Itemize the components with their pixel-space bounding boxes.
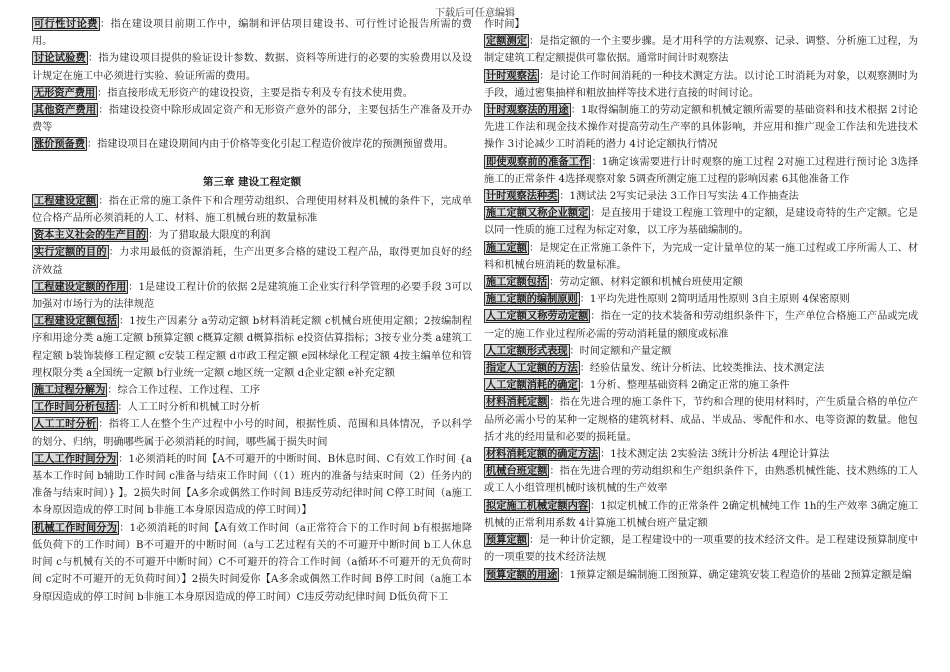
definition-paragraph (484, 68, 918, 102)
left-column (32, 16, 472, 606)
definition-term: 材料消耗定额的确定方法 (486, 448, 599, 461)
definition-text: ：1确定该需要进行计时观察的施工过程 2对施工过程进行预讨论 3选择施工的正常条件 4选择观察对象 5调查所测定施工过程的影响因素 6其他准备工作 (484, 156, 919, 185)
definition-term: 预算定额 (486, 534, 527, 547)
definition-term: 材料消耗定额 (486, 396, 548, 409)
definition-paragraph (32, 399, 472, 416)
definition-term: 人工工时分析 (34, 418, 97, 431)
definition-paragraph (484, 360, 918, 377)
definition-text: ：指为建设项目提供的验证设计参数、数据、资料等所进行的必要的实验费用以及设计规定在施工中必须进行实验、验证所需的费用。 (32, 53, 473, 82)
definition-paragraph (32, 382, 472, 399)
definition-term: 涨价预备费 (34, 138, 85, 151)
definition-term: 计时观察法种类 (486, 190, 558, 203)
definition-paragraph (484, 102, 918, 154)
definition-paragraph (32, 313, 472, 382)
definition-text: ：1必须消耗的时间【A有效工作时间（a正常符合下的工作时间 b有根据地降低负荷下的工作时间）B不可避开的中断时间（a与工艺过程有关的不可避开中断时间 b工人休息时间 c与机械有关的不可避开中断时间）C不可避开的符合工作时间（a循环不可避开的无负荷时间 c定时不可避开的无负荷时间）】2损失时间爱你【A多余或偶然工作时间 B停工时间（a施工本身原因造成的停工时间 b非施工本身原因造成的停工时间）C违反劳动纪律时间 D低负荷下工 (32, 522, 473, 603)
definition-term: 工程建设定额的作用 (34, 280, 127, 293)
definition-paragraph (32, 85, 472, 102)
definition-paragraph (32, 136, 472, 153)
definition-text: ：指在先进合理的劳动组织和生产组织条件下，由熟悉机械性能、技术熟练的工人或工人小组管理机械时该机械的生产效率 (484, 466, 918, 495)
definition-text: ：为了猎取最大限度的利润 (148, 230, 271, 242)
definition-text: ：人工工时分析和机械工时分析 (117, 402, 261, 414)
definition-term: 定额测定 (486, 35, 527, 48)
definition-term: 预算定额的用途 (486, 568, 558, 581)
definition-text: ：是直接用于建设工程施工管理中的定额，是建设奇特的生产定额。它是以同一性质的施工过程为标定对象，以工序为基础编制的。 (484, 208, 919, 237)
definition-text: ：指建设项目在建设期间内由于价格等变化引起工程造价彼岸花的预测预留费用。 (86, 139, 454, 151)
definition-text: ：指在建设项目前期工作中，编制和评估项目建设书、可行性讨论报告所需的费用。 (32, 19, 472, 48)
definition-term: 人工定额形式表现 (486, 344, 568, 357)
definition-term: 施工定额又称企业额定 (486, 207, 589, 220)
definition-paragraph (484, 188, 918, 205)
definition-paragraph (484, 291, 918, 308)
definition-text: ：1拟定机械工作的正常条件 2确定机械纯工作 1h的生产效率 3确定施工机械的正常利用系数 4计算施工机械台班产量定额 (484, 500, 919, 529)
definition-paragraph (484, 205, 918, 239)
definition-paragraph (484, 446, 918, 463)
definition-paragraph (32, 244, 472, 278)
definition-text: ：劳动定额、材料定额和机械台班使用定额 (549, 277, 743, 289)
definition-term: 其他资产费用 (34, 104, 97, 117)
page-header: 下载后可任意编辑 (435, 8, 515, 19)
definition-term: 人工定额又称劳动定额 (486, 310, 589, 323)
definition-paragraph (32, 50, 472, 84)
definition-text: ：1按生产因素分 a劳动定额 b材料消耗定额 c机械台班使用定额；2按编制程序和用途分类 a施工定额 b预算定额 c概算定额 d概算指标 e投资估算指标；3按专业分类 a建筑工程定额 b装饰装修工程定额 c安装工程定额 d市政工程定额 e园林绿化工程定额 4按主编单位和管理权限分类 a全国统一定额 b行业统一定额 c地区统一定额 d企业定额 e补充定额 (32, 316, 472, 379)
definition-text: ：指建设投资中除形成固定资产和无形资产意外的部分，主要包括生产准备及开办费等 (32, 105, 473, 134)
definition-text: ：经验估量发、统计分析法、比较类推法、技术测定法 (579, 363, 825, 375)
definition-paragraph (484, 394, 918, 446)
definition-text: ：指在正常的施工条件下和合理劳动组织、合理使用材料及机械的条件下，完成单位合格产品所必须消耗的人工、材料、施工机械台班的数量标准 (32, 195, 473, 225)
definition-term: 工人工作时间分为 (34, 452, 117, 465)
definition-paragraph (32, 416, 472, 450)
definition-term: 讨论试验费 (34, 52, 86, 65)
definition-text: ：是一种计价定额，是工程建设中的一项重要的技术经济文件。是工程建设预算制度中的一项重要的技术经济法规 (484, 535, 919, 564)
definition-paragraph (484, 33, 918, 67)
definition-term: 施工过程分解为 (34, 384, 106, 397)
section-gap (32, 154, 472, 170)
definition-text: ：1预算定额是编制施工图预算、确定建筑安装工程造价的基础 2预算定额是编 (559, 569, 912, 581)
definition-text: ：1必须消耗的时间【A不可避开的中断时间、B休息时间、C有效工作时间 {a基本工作时间 b辅助工作时间 c准备与结束工作时间（（1）班内的准备与结束时间（2）任务内的准备与结束时间）} 】。2损失时间【A多余或偶然工作时间 B违反劳动纪律时间 C停工时间（a施工本身原因造成的停工时间 b非施工本身原因造成的停工时间）】 (32, 453, 473, 517)
definition-paragraph (484, 567, 918, 584)
definition-paragraph (484, 532, 918, 566)
right-column (484, 16, 918, 584)
definition-text: ：1取得编制施工的劳动定额和机械定额所需要的基础资料和技术根据 2讨论先进工作法和现金技术操作对提高劳动生产率的具体影响，并应用和推广现金工作法和先进技术操作 3讨论减少工时消耗的潜力 4讨论定额执行情况 (484, 105, 918, 151)
definition-paragraph (32, 279, 472, 313)
definition-term: 计时观察法 (486, 69, 538, 82)
definition-term: 机械台班定额 (486, 465, 548, 478)
definition-paragraph (32, 451, 472, 520)
definition-term: 无形资产费用 (34, 86, 96, 99)
definition-text: ：综合工作过程、工作过程、工序 (107, 385, 261, 397)
definition-term: 工程建设定额包括 (34, 315, 117, 328)
definition-paragraph (484, 274, 918, 291)
definition-paragraph (32, 520, 472, 606)
definition-text: ：是讨论工作时间消耗的一种技术测定方法。以讨论工时消耗为对象，以观察测时为手段，通过密集抽样和粗放抽样等技术进行直接的时间讨论。 (484, 70, 919, 99)
definition-term: 资本主义社会的生产目的 (34, 229, 147, 242)
definition-term: 施工定额 (486, 241, 527, 254)
definition-term: 工程建设定额 (34, 194, 97, 207)
definition-term: 工作时间分析包括 (34, 401, 116, 414)
definition-text: ：指将工人在整个生产过程中小号的时间，根据性质、范围和具体情况，予以科学的划分、归纳，明确哪些属于必须消耗的时间，哪些属于损失时间 (32, 419, 473, 448)
definition-paragraph (32, 227, 472, 244)
definition-term: 施工定额包括 (486, 276, 548, 289)
chapter-title: 第三章 建设工程定额 (202, 175, 302, 188)
definition-text: ：力求用最低的资源消耗，生产出更多合格的建设工程产品，取得更加良好的经济效益 (32, 247, 472, 276)
definition-term: 施工定额的编制原则 (486, 293, 578, 306)
definition-paragraph (484, 463, 918, 497)
definition-text: ：指在一定的技术装备和劳动组织条件下，生产单位合格施工产品或完成一定的施工作业过程所必需的劳动消耗量的额度或标准 (484, 311, 919, 340)
definition-term: 计时观察法的用途 (486, 104, 569, 117)
definition-text: ：时间定额和产量定额 (569, 345, 672, 357)
definition-paragraph (32, 193, 472, 227)
definition-text: ：指直接形成无形资产的建设投资，主要是指专利及专有技术使用费。 (97, 87, 413, 99)
definition-paragraph (32, 16, 472, 50)
definition-paragraph (484, 377, 918, 394)
definition-paragraph (484, 154, 918, 188)
definition-term: 实行定额的目的 (34, 246, 107, 259)
definition-text: ：1技术测定法 2实验法 3统计分析法 4理论计算法 (600, 449, 830, 461)
definition-term: 指定人工定额的方法 (486, 362, 578, 375)
definition-text: ：1平均先进性原则 2简明适用性原则 3自主原则 4保密原则 (579, 294, 850, 306)
definition-text: ：1测试法 2写实记录法 3工作日写实法 4工作抽查法 (559, 191, 799, 203)
definition-paragraph (32, 102, 472, 136)
definition-text: ：是规定在正常施工条件下，为完成一定计量单位的某一施工过程或工序所需人工、材料和机械台班消耗的数量标准。 (484, 242, 919, 271)
definition-paragraph (484, 343, 918, 360)
definition-term: 人工定额消耗的确定 (486, 379, 578, 392)
definition-term: 机械工作时间分为 (34, 521, 118, 534)
continued-text: 作时间】 (484, 19, 525, 30)
definition-text: ：指在先进合理的施工条件下，节约和合理的使用材料时，产生质量合格的单位产品所必需小号的某种一定规格的建筑材料、成品、半成品、零配件和水、电等资源的数量。他包括才兆的经用量和必要的损耗量。 (484, 397, 918, 443)
definition-text: ：1是建设工程计价的依据 2是建筑施工企业实行科学管理的必要手段 3可以加强对市场行为的法律规范 (32, 281, 473, 311)
definition-term: 可行性讨论费 (34, 18, 98, 30)
definition-text: ：1分析、整理基础资料 2确定正常的施工条件 (579, 380, 790, 392)
definition-paragraph (484, 240, 918, 274)
definition-term: 拟定施工机械定额内容 (486, 499, 589, 512)
definition-paragraph (484, 308, 918, 342)
definition-paragraph (484, 498, 918, 532)
definition-text: ：是指定额的一个主要步骤。是才用科学的方法观察、记录、调整、分析施工过程，为制定建筑工程定额提供可靠依据。通常时间计时观察法 (484, 36, 919, 65)
definition-term: 即使观察前的准备工作 (486, 155, 590, 168)
